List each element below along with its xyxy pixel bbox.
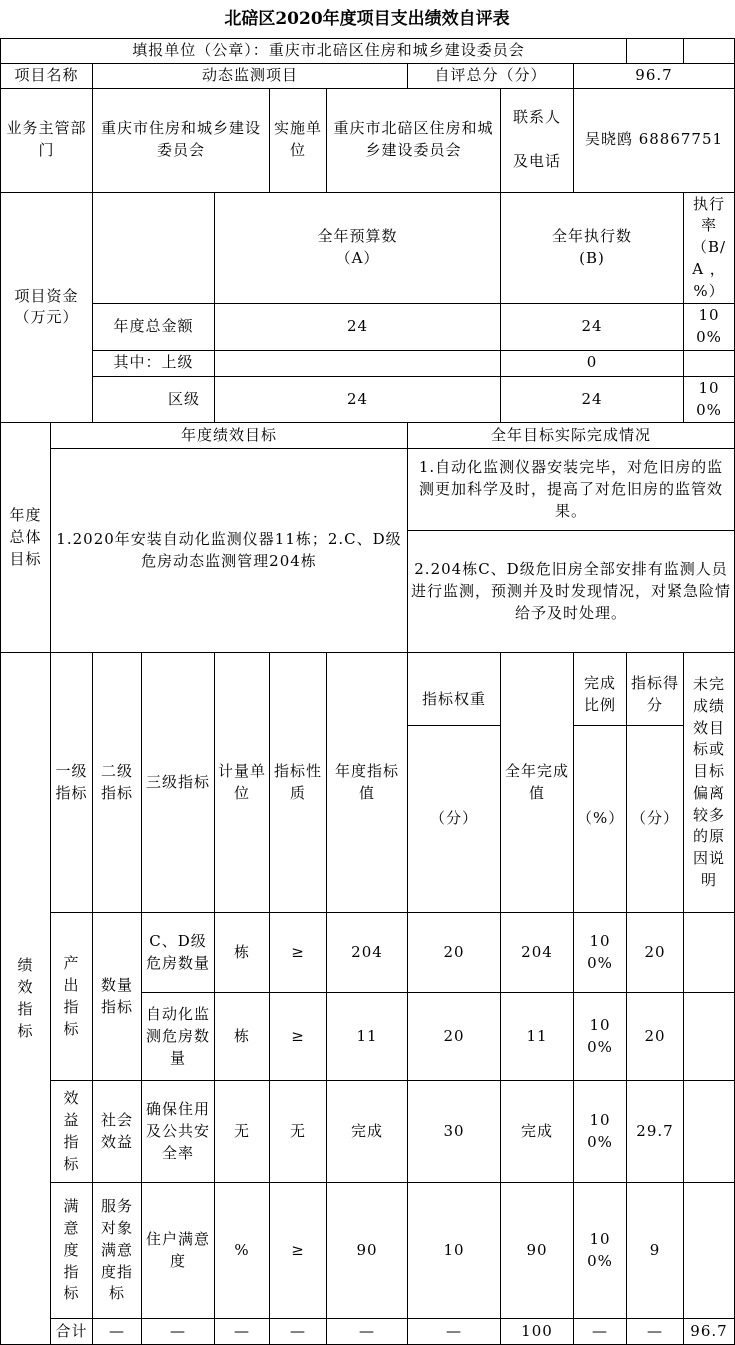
contact-label [501,88,574,192]
total-target: — [408,1319,501,1345]
funds-row-total [1,304,735,351]
funds-rate [684,350,735,376]
score-label: 自评总分（分） [408,63,574,88]
score-cell: 29.7 [627,1081,684,1183]
contact-label-2: 及电话 [512,152,561,170]
actual-cell: 完成 [501,1081,574,1183]
ratio-cell: 100% [574,1081,627,1183]
total-weight: 100 [501,1319,574,1345]
ratio-cell: 100% [574,993,627,1081]
funds-exec: 24 [501,376,684,423]
contact-label-1: 联系人 [512,108,561,127]
weight-cell: 20 [408,913,501,993]
budget-header-title: 全年预算数 [317,227,398,246]
exec-header-title: 全年执行数 [551,227,632,246]
score-unit: （分） [627,726,684,913]
rate-header-sub: （B/A ，%） [691,238,727,300]
target-header: 年度绩效目标 [51,423,408,449]
contact-info: 吴晓鸥 68867751 [574,88,735,192]
weight-cell: 30 [408,1081,501,1183]
funds-row-superior [1,350,735,376]
target-cell: 90 [327,1183,408,1319]
total-level2: — [142,1319,215,1345]
indicator-row [1,1183,735,1319]
level3-cell: C、D级危房数量 [142,913,215,993]
level1-cell: 满意度指标 [51,1183,93,1319]
management-row [1,88,735,192]
goals-label: 年度总体目标 [1,423,51,653]
reason-header: 未完成绩效目标或目标偏离较多的原因说明 [684,653,735,913]
funds-row-label: 年度总金额 [93,304,215,351]
total-ratio: — [627,1319,684,1345]
project-name-label: 项目名称 [1,63,93,88]
target-cell: 完成 [327,1081,408,1183]
target-cell: 204 [327,913,408,993]
weight-cell: 10 [408,1183,501,1319]
filler-row [1,39,735,64]
ratio-header: 完成比例 [574,653,627,726]
total-label: 合计 [51,1319,93,1345]
target-text: 1.2020年安装自动化监测仪器11栋；2.C、D级危房动态监测管理204栋 [51,449,408,653]
dept-name: 重庆市住房和城乡建设委员会 [93,88,270,192]
total-nature: — [327,1319,408,1345]
indicator-row [1,913,735,993]
filler-blank-2 [684,39,735,64]
budget-header-sub: （A） [335,248,380,267]
nature-cell: 无 [270,1081,327,1183]
actual-cell: 11 [501,993,574,1081]
indicator-row [1,1081,735,1183]
level2-cell: 数量指标 [93,913,142,1081]
evaluation-table [0,38,735,1345]
filler-org: 重庆市北碚区住房和城乡建设委员会 [268,41,525,59]
ratio-cell: 100% [574,913,627,993]
funds-rate: 100% [684,304,735,351]
actual-cell: 90 [501,1183,574,1319]
level2-header: 二级指标 [93,653,142,913]
nature-cell: ≥ [270,913,327,993]
level1-cell: 产出指标 [51,913,93,1081]
unit-cell: % [215,1183,270,1319]
goals-header-row [1,423,735,449]
reason-cell [684,993,735,1081]
level3-cell: 住户满意度 [142,1183,215,1319]
score-cell: 9 [627,1183,684,1319]
unit-cell: 无 [215,1081,270,1183]
weight-unit: （分） [408,726,501,913]
indicators-section-text: 绩效指标 [17,956,34,1040]
rate-header [684,192,735,304]
reason-cell [684,1081,735,1183]
level1-header: 一级指标 [51,653,93,913]
funds-exec: 0 [501,350,684,376]
funds-row-district [1,376,735,423]
funds-corner [93,192,215,304]
level3-cell: 自动化监测危房数量 [142,993,215,1081]
funds-rate: 100% [684,376,735,423]
filler-cell [1,39,627,64]
funds-budget: 24 [215,376,501,423]
funds-label: 项目资金（万元） [1,192,93,423]
weight-cell: 20 [408,993,501,1081]
total-score: 96.7 [684,1319,735,1345]
indicators-section-label [1,653,51,1345]
filler-blank-1 [627,39,684,64]
funds-budget: 24 [215,304,501,351]
level1-cell: 效益指标 [51,1081,93,1183]
actual-cell: 204 [501,913,574,993]
level2-cell: 社会效益 [93,1081,142,1183]
indicator-header-row-1 [1,653,735,726]
level3-header: 三级指标 [142,653,215,913]
impl-name: 重庆市北碚区住房和城乡建设委员会 [327,88,501,192]
total-unit: — [270,1319,327,1345]
funds-row-label: 其中：上级 [93,350,215,376]
score-header: 指标得分 [627,653,684,726]
impl-label: 实施单位 [270,88,327,192]
exec-header [501,192,684,304]
target-cell: 11 [327,993,408,1081]
ratio-unit: （%） [574,726,627,913]
funds-exec: 24 [501,304,684,351]
dept-label: 业务主管部门 [1,88,93,192]
score-cell: 20 [627,913,684,993]
unit-cell: 栋 [215,993,270,1081]
weight-header: 指标权重 [408,653,501,726]
project-row [1,63,735,88]
goals-row-1 [1,449,735,531]
filler-label: 填报单位（公章）： [132,41,269,59]
funds-budget [215,350,501,376]
actual-header: 全年目标实际完成情况 [408,423,735,449]
nature-cell: ≥ [270,993,327,1081]
funds-header-row [1,192,735,304]
total-level3: — [215,1319,270,1345]
reason-cell [684,913,735,993]
actual-text-2: 2.204栋C、D级危旧房全部安排有监测人员进行监测，预测并及时发现情况，对紧急险情给予及时处理。 [408,531,735,653]
funds-row-label: 区级 [93,376,215,423]
nature-header: 指标性质 [270,653,327,913]
score-cell: 20 [627,993,684,1081]
total-row [1,1319,735,1345]
level2-cell: 服务对象满意度指标 [93,1183,142,1319]
budget-header [215,192,501,304]
actual-value-header: 全年完成值 [501,653,574,913]
project-name: 动态监测项目 [93,63,408,88]
total-score: 96.7 [574,63,735,88]
total-actual: — [574,1319,627,1345]
reason-cell [684,1183,735,1319]
actual-text-1: 1.自动化监测仪器安装完毕，对危旧房的监测更加科学及时，提高了对危旧房的监管效果。 [408,449,735,531]
total-level1: — [93,1319,142,1345]
page-title: 北碚区2020年度项目支出绩效自评表 [224,9,510,29]
level3-cell: 确保住用及公共安全率 [142,1081,215,1183]
unit-cell: 栋 [215,913,270,993]
rate-header-title: 执行率 [692,194,725,235]
nature-cell: ≥ [270,1183,327,1319]
ratio-cell: 100% [574,1183,627,1319]
exec-header-sub: (B) [579,248,605,267]
target-value-header: 年度指标值 [327,653,408,913]
unit-header: 计量单位 [215,653,270,913]
